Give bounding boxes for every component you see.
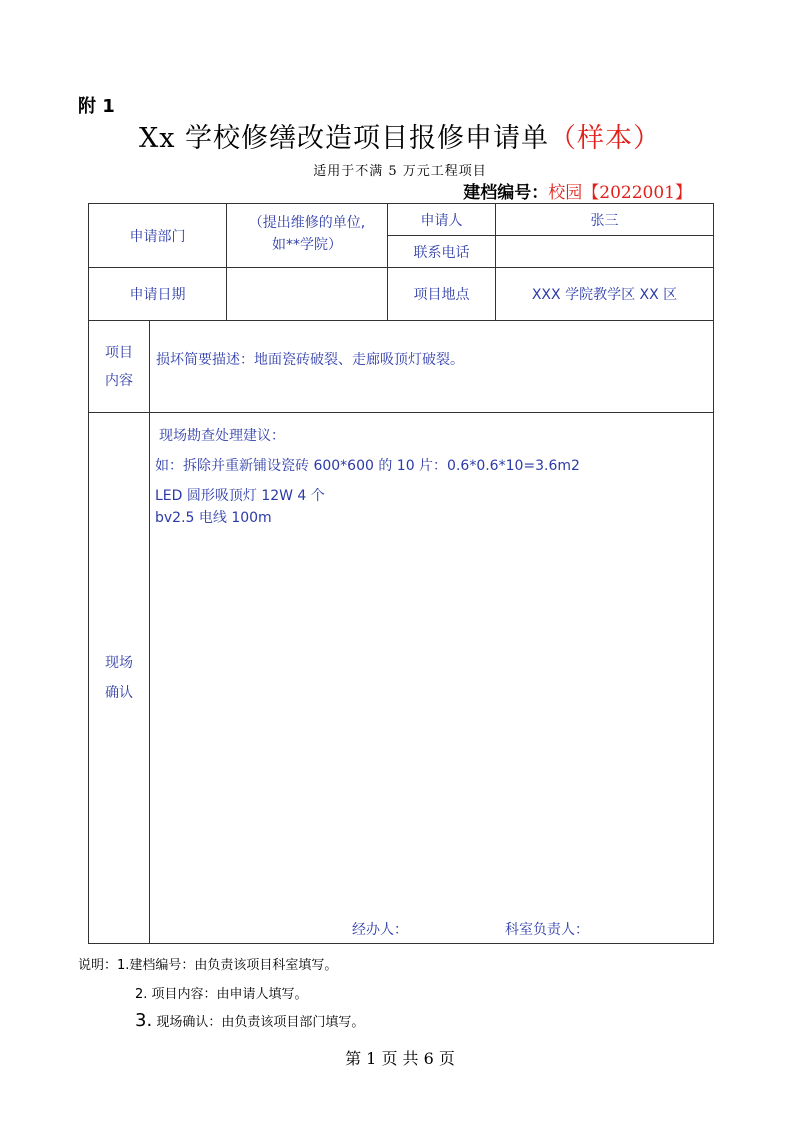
page-title xyxy=(0,116,800,155)
annex-label: 附 1 xyxy=(78,96,115,117)
phone-label: 联系电话 xyxy=(388,236,496,268)
site-line-3: bv2.5 电线 100m xyxy=(155,510,272,526)
file-number-value[interactable]: 校园【2022001】 xyxy=(548,183,692,203)
date-field[interactable] xyxy=(227,268,388,321)
dept-hint-line1: （提出维修的单位, xyxy=(248,215,366,231)
note-2-text: 项目内容：由申请人填写。 xyxy=(151,987,308,1002)
dept-hint-line2: 如**学院） xyxy=(272,237,342,253)
page-footer: 第 1 页 共 6 页 xyxy=(345,1049,455,1068)
note-3-number: 3. xyxy=(135,1010,153,1031)
title-sample: （样本） xyxy=(549,123,662,154)
content-label-line1: 项目 xyxy=(105,344,133,361)
file-number-label: 建档编号： xyxy=(463,183,549,203)
site-label xyxy=(89,413,150,944)
site-label-line2: 确认 xyxy=(105,685,133,701)
phone-field[interactable] xyxy=(496,236,714,268)
content-label-line2: 内容 xyxy=(105,372,133,389)
site-label-line1: 现场 xyxy=(105,655,133,671)
applicant-label: 申请人 xyxy=(388,204,496,236)
site-heading: 现场勘查处理建议： xyxy=(159,428,285,444)
content-label xyxy=(89,321,150,413)
site-line-1: 如：拆除并重新铺设瓷砖 600*600 的 10 片：0.6*0.6*10=3.6m2 xyxy=(155,458,580,474)
file-number xyxy=(463,178,692,203)
note-3-text: 现场确认：由负责该项目部门填写。 xyxy=(156,1015,365,1030)
location-field[interactable]: XXX 学院教学区 XX 区 xyxy=(496,268,714,321)
repair-request-form xyxy=(88,203,714,944)
site-line-2: LED 圆形吸顶灯 12W 4 个 xyxy=(155,488,325,504)
note-3 xyxy=(135,1010,364,1031)
dept-label: 申请部门 xyxy=(89,204,227,268)
dept-field[interactable] xyxy=(227,204,388,268)
location-label: 项目地点 xyxy=(388,268,496,321)
title-main: Xx 学校修缮改造项目报修申请单 xyxy=(138,123,550,154)
content-value: 损坏简要描述：地面瓷砖破裂、走廊吸顶灯破裂。 xyxy=(156,352,464,368)
page-subtitle: 适用于不满 5 万元工程项目 xyxy=(313,164,487,179)
note-2-number: 2. xyxy=(135,987,148,1002)
date-label: 申请日期 xyxy=(89,268,227,321)
site-field[interactable] xyxy=(150,413,714,944)
applicant-field[interactable]: 张三 xyxy=(496,204,714,236)
handler-signature-label: 经办人： xyxy=(352,922,408,938)
note-2 xyxy=(135,983,308,1002)
content-field[interactable] xyxy=(150,321,714,413)
office-head-signature-label: 科室负责人： xyxy=(505,922,589,938)
note-1: 说明：1.建档编号：由负责该项目科室填写。 xyxy=(78,958,338,973)
